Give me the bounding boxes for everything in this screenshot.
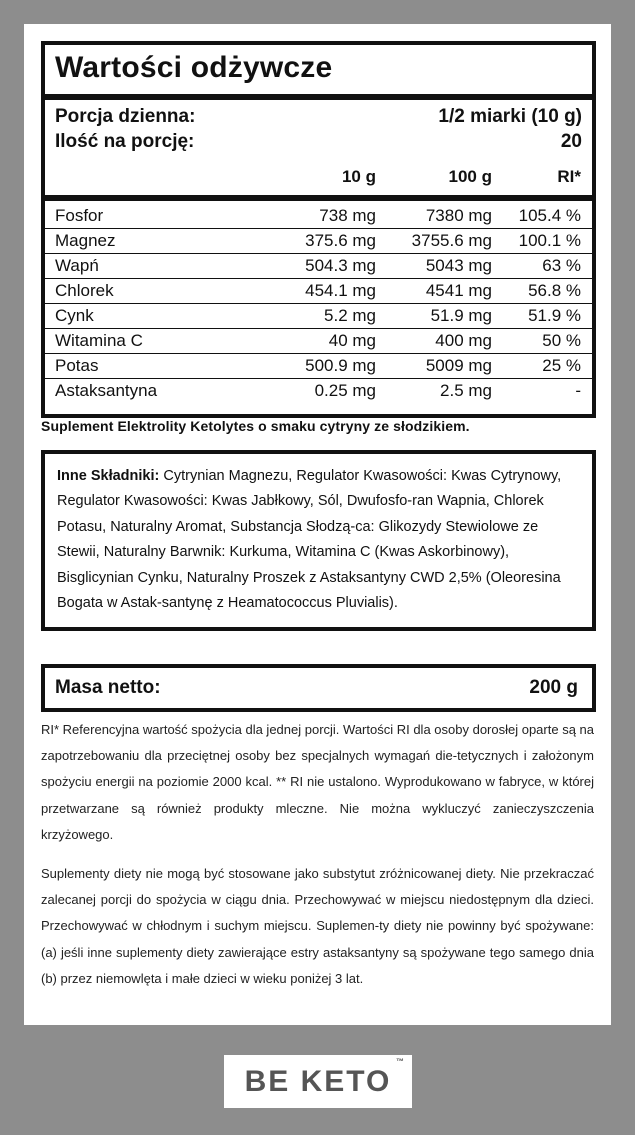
trademark-mark: ™ (396, 1057, 404, 1066)
value-10g: 40 mg (328, 331, 376, 350)
nutrient-row (45, 379, 592, 403)
value-10g: 454.1 mg (305, 281, 376, 300)
value-100g: 7380 mg (425, 206, 492, 225)
logo-text: BE KETO (244, 1064, 392, 1098)
nutrient-name: Astaksantyna (55, 381, 158, 400)
nutrient-name: Witamina C (55, 331, 143, 350)
value-10g: 5.2 mg (324, 306, 376, 325)
divider (45, 195, 592, 201)
nutrient-row (45, 279, 592, 304)
ingredients-box (41, 450, 596, 631)
value-100g: 2.5 mg (440, 381, 492, 400)
portion-label: Porcja dzienna: (55, 106, 196, 127)
value-10g: 0.25 mg (314, 381, 376, 400)
nutrition-title: Wartości odżywcze (55, 51, 333, 84)
nutrient-row (45, 329, 592, 354)
nutrient-row (45, 354, 592, 379)
col-10g: 10 g (341, 167, 376, 186)
value-10g: 375.6 mg (305, 231, 376, 250)
nutrient-name: Cynk (55, 306, 94, 325)
servings-value: 20 (560, 131, 582, 152)
value-10g: 738 mg (319, 206, 376, 225)
ingredients-text: Cytrynian Magnezu, Regulator Kwasowości: Kwas Cytrynowy, Regulator Kwasowości: Kwas Jabłkowy, Sól, Dwufosfo-ran Wapnia, Chlorek Potasu, Naturalny Aromat, Substancja Słodzą-ca: Glikozydy Stewiolowe ze Stewii, Naturalny Barwnik: Kurkuma, Witamina C (Kwas Askorbinowy), Bisglicynian Cynku, Naturalny Proszek z Astaksantyny CWD 2,5% (Oleoresina Bogata w Astak-santynę z Heamatococcus Pluvialis). (57, 468, 562, 612)
value-ri: 51.9 % (528, 306, 581, 325)
value-ri: 63 % (542, 256, 581, 275)
value-10g: 504.3 mg (305, 256, 376, 275)
brand-logo (224, 1055, 412, 1108)
value-100g: 51.9 mg (430, 306, 492, 325)
nutrient-row (45, 304, 592, 329)
servings-row (55, 131, 582, 153)
portion-row (55, 106, 582, 128)
value-ri: - (575, 381, 581, 400)
nutrient-row (45, 254, 592, 279)
nutrient-row (45, 204, 592, 229)
nutrient-row (45, 229, 592, 254)
servings-label: Ilość na porcję: (55, 131, 195, 152)
value-ri: 25 % (542, 356, 581, 375)
nutrient-name: Wapń (55, 256, 99, 275)
value-100g: 4541 mg (425, 281, 492, 300)
warning-note: Suplementy diety nie mogą być stosowane jako substytut zróżnicowanej diety. Nie przekraczać zalecanej porcji do spożycia w ciągu dnia. Przechowywać w miejscu niedostępnym dla dzieci. Przechowywać w chłodnym i suchym miejscu. Suplemen-ty diety nie powinny być spożywane: (a) jeśli inne suplementy diety zawierające estry astaksantyny są spożywane tego samego dnia (b) przez niemowlęta i małe dzieci w wieku poniżej 3 lat. (41, 866, 594, 986)
nutrient-name: Fosfor (55, 206, 104, 225)
product-description: Suplement Elektrolity Ketolytes o smaku cytryny ze słodzikiem. (41, 418, 470, 434)
divider (45, 94, 592, 100)
portion-value: 1/2 miarki (10 g) (438, 106, 582, 127)
ingredients-label: Inne Składniki: (57, 468, 160, 484)
col-ri: RI* (557, 167, 581, 186)
net-mass-box (41, 664, 596, 712)
ri-note: RI* Referencyjna wartość spożycia dla jednej porcji. Wartości RI dla osoby dorosłej oparte są na zapotrzebowaniu dla przeciętnej osoby bez specjalnych wymagań die-tetycznych i założonym spożyciu energii na poziomie 2000 kcal. ** RI nie ustalono. Wyprodukowano w fabryce, w której przetwarzane są również produkty mleczne. Nie można wykluczyć zanieczyszczenia krzyżowego. (41, 722, 595, 842)
nutrient-name: Chlorek (55, 281, 114, 300)
value-ri: 50 % (542, 331, 581, 350)
value-100g: 400 mg (435, 331, 492, 350)
label-panel (24, 24, 611, 1025)
value-100g: 3755.6 mg (411, 231, 492, 250)
nutrient-name: Potas (55, 356, 99, 375)
net-mass-value: 200 g (529, 677, 578, 698)
col-100g: 100 g (448, 167, 492, 186)
nutrient-name: Magnez (55, 231, 116, 250)
value-100g: 5043 mg (425, 256, 492, 275)
value-100g: 5009 mg (425, 356, 492, 375)
value-10g: 500.9 mg (305, 356, 376, 375)
nutrition-table (41, 41, 596, 418)
value-ri: 105.4 % (518, 206, 581, 225)
net-mass-label: Masa netto: (55, 677, 161, 698)
value-ri: 100.1 % (518, 231, 581, 250)
value-ri: 56.8 % (528, 281, 581, 300)
